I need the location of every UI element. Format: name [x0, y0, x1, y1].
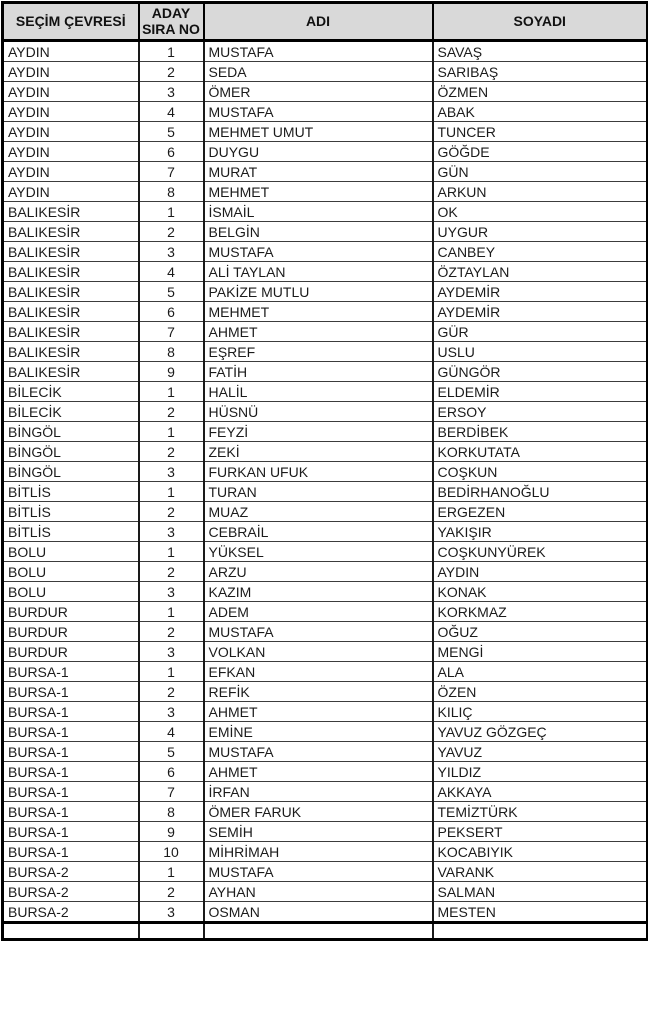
- table-row: [3, 162, 648, 182]
- table-row: [3, 802, 648, 822]
- cell-district: AYDIN: [3, 162, 139, 182]
- cell-first-name: REFİK: [204, 682, 433, 702]
- table-row: [3, 322, 648, 342]
- cell-order-no: 2: [139, 562, 204, 582]
- cell-surname: ARKUN: [433, 182, 648, 202]
- cell-first-name: ADEM: [204, 602, 433, 622]
- cell-district: AYDIN: [3, 122, 139, 142]
- cell-district: BİTLİS: [3, 502, 139, 522]
- table-header: [3, 3, 648, 41]
- table-row: [3, 282, 648, 302]
- table-row: [3, 242, 648, 262]
- cell-order-no: 1: [139, 602, 204, 622]
- cell-first-name: MUSTAFA: [204, 862, 433, 882]
- cell-first-name: [204, 923, 433, 940]
- table-row: [3, 562, 648, 582]
- table-row: [3, 482, 648, 502]
- cell-order-no: 8: [139, 802, 204, 822]
- cell-first-name: MİHRİMAH: [204, 842, 433, 862]
- cell-district: BOLU: [3, 582, 139, 602]
- cell-first-name: MUSTAFA: [204, 622, 433, 642]
- cell-surname: TEMİZTÜRK: [433, 802, 648, 822]
- table-row: [3, 302, 648, 322]
- cell-order-no: 10: [139, 842, 204, 862]
- cell-surname: KOCABIYIK: [433, 842, 648, 862]
- candidate-list-table: [1, 1, 648, 941]
- cell-surname: KONAK: [433, 582, 648, 602]
- cell-surname: TUNCER: [433, 122, 648, 142]
- table-body: [3, 41, 648, 940]
- cell-surname: ELDEMİR: [433, 382, 648, 402]
- cell-first-name: MUSTAFA: [204, 102, 433, 122]
- cell-order-no: 5: [139, 282, 204, 302]
- table-row: [3, 862, 648, 882]
- cell-order-no: [139, 923, 204, 940]
- partial-next-row: [3, 923, 648, 940]
- cell-first-name: ÖMER: [204, 82, 433, 102]
- cell-district: BURSA-1: [3, 662, 139, 682]
- cell-district: BURSA-1: [3, 702, 139, 722]
- cell-district: BURSA-1: [3, 822, 139, 842]
- table-row: [3, 202, 648, 222]
- table-row: [3, 402, 648, 422]
- cell-surname: YAVUZ: [433, 742, 648, 762]
- cell-first-name: AHMET: [204, 762, 433, 782]
- cell-first-name: ALİ TAYLAN: [204, 262, 433, 282]
- cell-first-name: YÜKSEL: [204, 542, 433, 562]
- cell-order-no: 7: [139, 162, 204, 182]
- cell-order-no: 3: [139, 82, 204, 102]
- table-row: [3, 41, 648, 62]
- cell-district: BALIKESİR: [3, 202, 139, 222]
- cell-first-name: VOLKAN: [204, 642, 433, 662]
- cell-first-name: EŞREF: [204, 342, 433, 362]
- cell-surname: AYDIN: [433, 562, 648, 582]
- cell-district: BİTLİS: [3, 522, 139, 542]
- cell-surname: YILDIZ: [433, 762, 648, 782]
- cell-district: BALIKESİR: [3, 262, 139, 282]
- cell-first-name: EFKAN: [204, 662, 433, 682]
- cell-district: AYDIN: [3, 102, 139, 122]
- table-row: [3, 362, 648, 382]
- column-header-district: SEÇİM ÇEVRESİ: [3, 3, 139, 41]
- cell-surname: ABAK: [433, 102, 648, 122]
- cell-order-no: 6: [139, 142, 204, 162]
- cell-district: BİNGÖL: [3, 422, 139, 442]
- cell-surname: [433, 923, 648, 940]
- table-row: [3, 782, 648, 802]
- cell-first-name: EMİNE: [204, 722, 433, 742]
- table-row: [3, 122, 648, 142]
- cell-order-no: 7: [139, 782, 204, 802]
- cell-district: BİNGÖL: [3, 442, 139, 462]
- cell-first-name: KAZIM: [204, 582, 433, 602]
- cell-district: BURSA-1: [3, 802, 139, 822]
- table-row: [3, 742, 648, 762]
- cell-surname: COŞKUNYÜREK: [433, 542, 648, 562]
- cell-order-no: 1: [139, 862, 204, 882]
- table-row: [3, 902, 648, 923]
- cell-order-no: 1: [139, 382, 204, 402]
- column-header-first-name: ADI: [204, 3, 433, 41]
- cell-district: BURSA-1: [3, 762, 139, 782]
- header-row: [3, 3, 648, 41]
- cell-surname: SALMAN: [433, 882, 648, 902]
- cell-order-no: 8: [139, 342, 204, 362]
- cell-order-no: 2: [139, 402, 204, 422]
- cell-order-no: 5: [139, 742, 204, 762]
- table-row: [3, 182, 648, 202]
- table-row: [3, 542, 648, 562]
- cell-surname: ERSOY: [433, 402, 648, 422]
- cell-surname: SAVAŞ: [433, 41, 648, 62]
- cell-order-no: 3: [139, 642, 204, 662]
- cell-surname: MENGİ: [433, 642, 648, 662]
- cell-first-name: İSMAİL: [204, 202, 433, 222]
- cell-district: AYDIN: [3, 62, 139, 82]
- cell-order-no: 9: [139, 362, 204, 382]
- cell-district: BİTLİS: [3, 482, 139, 502]
- cell-first-name: BELGİN: [204, 222, 433, 242]
- cell-order-no: 4: [139, 722, 204, 742]
- table-row: [3, 262, 648, 282]
- cell-order-no: 6: [139, 302, 204, 322]
- cell-first-name: AYHAN: [204, 882, 433, 902]
- cell-order-no: 6: [139, 762, 204, 782]
- cell-order-no: 1: [139, 542, 204, 562]
- table-row: [3, 622, 648, 642]
- cell-first-name: SEDA: [204, 62, 433, 82]
- cell-surname: GÜR: [433, 322, 648, 342]
- cell-district: BURSA-1: [3, 682, 139, 702]
- cell-order-no: 4: [139, 102, 204, 122]
- cell-surname: ÖZEN: [433, 682, 648, 702]
- cell-district: BALIKESİR: [3, 302, 139, 322]
- cell-surname: KORKMAZ: [433, 602, 648, 622]
- cell-district: BURDUR: [3, 602, 139, 622]
- cell-district: BİNGÖL: [3, 462, 139, 482]
- cell-first-name: TURAN: [204, 482, 433, 502]
- cell-order-no: 1: [139, 422, 204, 442]
- table-row: [3, 522, 648, 542]
- cell-order-no: 3: [139, 702, 204, 722]
- cell-surname: OK: [433, 202, 648, 222]
- column-header-order-no: ADAY SIRA NO: [139, 3, 204, 41]
- table-row: [3, 822, 648, 842]
- cell-order-no: 8: [139, 182, 204, 202]
- cell-surname: ALA: [433, 662, 648, 682]
- cell-surname: CANBEY: [433, 242, 648, 262]
- table-row: [3, 142, 648, 162]
- cell-order-no: 1: [139, 482, 204, 502]
- cell-surname: OĞUZ: [433, 622, 648, 642]
- table-row: [3, 342, 648, 362]
- cell-order-no: 2: [139, 882, 204, 902]
- table-row: [3, 842, 648, 862]
- cell-first-name: AHMET: [204, 322, 433, 342]
- cell-order-no: 3: [139, 582, 204, 602]
- cell-first-name: FURKAN UFUK: [204, 462, 433, 482]
- cell-order-no: 3: [139, 522, 204, 542]
- cell-district: BALIKESİR: [3, 322, 139, 342]
- table-row: [3, 222, 648, 242]
- cell-order-no: 3: [139, 902, 204, 923]
- table-row: [3, 382, 648, 402]
- cell-order-no: 9: [139, 822, 204, 842]
- cell-order-no: 1: [139, 41, 204, 62]
- cell-district: BALIKESİR: [3, 282, 139, 302]
- cell-order-no: 3: [139, 462, 204, 482]
- cell-district: BOLU: [3, 562, 139, 582]
- cell-order-no: 2: [139, 442, 204, 462]
- table-row: [3, 722, 648, 742]
- table-row: [3, 682, 648, 702]
- cell-surname: BEDİRHANOĞLU: [433, 482, 648, 502]
- cell-district: AYDIN: [3, 142, 139, 162]
- cell-order-no: 7: [139, 322, 204, 342]
- table-row: [3, 82, 648, 102]
- cell-district: BİLECİK: [3, 382, 139, 402]
- column-header-surname: SOYADI: [433, 3, 648, 41]
- cell-order-no: 2: [139, 62, 204, 82]
- cell-surname: USLU: [433, 342, 648, 362]
- cell-surname: AYDEMİR: [433, 302, 648, 322]
- cell-first-name: FATİH: [204, 362, 433, 382]
- table-row: [3, 702, 648, 722]
- cell-first-name: MEHMET: [204, 302, 433, 322]
- cell-district: AYDIN: [3, 41, 139, 62]
- cell-order-no: 2: [139, 502, 204, 522]
- cell-first-name: CEBRAİL: [204, 522, 433, 542]
- cell-first-name: MUSTAFA: [204, 41, 433, 62]
- cell-first-name: İRFAN: [204, 782, 433, 802]
- cell-first-name: MUSTAFA: [204, 742, 433, 762]
- cell-district: BURDUR: [3, 642, 139, 662]
- cell-surname: SARIBAŞ: [433, 62, 648, 82]
- cell-surname: GÜN: [433, 162, 648, 182]
- cell-order-no: 5: [139, 122, 204, 142]
- cell-district: BİLECİK: [3, 402, 139, 422]
- cell-district: BALIKESİR: [3, 342, 139, 362]
- cell-first-name: MUAZ: [204, 502, 433, 522]
- table-row: [3, 442, 648, 462]
- cell-district: BURSA-1: [3, 782, 139, 802]
- cell-surname: AKKAYA: [433, 782, 648, 802]
- cell-surname: UYGUR: [433, 222, 648, 242]
- table-row: [3, 462, 648, 482]
- cell-district: BOLU: [3, 542, 139, 562]
- cell-district: [3, 923, 139, 940]
- cell-order-no: 2: [139, 682, 204, 702]
- cell-first-name: HALİL: [204, 382, 433, 402]
- cell-district: BURSA-1: [3, 742, 139, 762]
- table-row: [3, 102, 648, 122]
- cell-first-name: SEMİH: [204, 822, 433, 842]
- table-row: [3, 502, 648, 522]
- cell-district: BALIKESİR: [3, 222, 139, 242]
- cell-order-no: 4: [139, 262, 204, 282]
- cell-first-name: AHMET: [204, 702, 433, 722]
- cell-surname: ÖZMEN: [433, 82, 648, 102]
- cell-first-name: ARZU: [204, 562, 433, 582]
- table-row: [3, 602, 648, 622]
- cell-district: BURSA-2: [3, 862, 139, 882]
- cell-order-no: 3: [139, 242, 204, 262]
- table-row: [3, 662, 648, 682]
- table-row: [3, 62, 648, 82]
- cell-first-name: MUSTAFA: [204, 242, 433, 262]
- cell-district: BALIKESİR: [3, 362, 139, 382]
- cell-surname: KILIÇ: [433, 702, 648, 722]
- cell-district: BALIKESİR: [3, 242, 139, 262]
- cell-district: BURSA-2: [3, 902, 139, 923]
- cell-first-name: ÖMER FARUK: [204, 802, 433, 822]
- table-row: [3, 882, 648, 902]
- cell-first-name: MEHMET: [204, 182, 433, 202]
- cell-first-name: OSMAN: [204, 902, 433, 923]
- cell-first-name: PAKİZE MUTLU: [204, 282, 433, 302]
- cell-surname: ERGEZEN: [433, 502, 648, 522]
- cell-surname: PEKSERT: [433, 822, 648, 842]
- cell-order-no: 1: [139, 662, 204, 682]
- cell-surname: COŞKUN: [433, 462, 648, 482]
- cell-district: BURDUR: [3, 622, 139, 642]
- cell-surname: MESTEN: [433, 902, 648, 923]
- cell-surname: KORKUTATA: [433, 442, 648, 462]
- table-row: [3, 582, 648, 602]
- cell-first-name: MURAT: [204, 162, 433, 182]
- cell-district: BURSA-1: [3, 722, 139, 742]
- cell-order-no: 2: [139, 622, 204, 642]
- table-row: [3, 762, 648, 782]
- cell-surname: ÖZTAYLAN: [433, 262, 648, 282]
- cell-first-name: DUYGU: [204, 142, 433, 162]
- cell-surname: BERDİBEK: [433, 422, 648, 442]
- table-row: [3, 642, 648, 662]
- cell-surname: AYDEMİR: [433, 282, 648, 302]
- cell-surname: YAVUZ GÖZGEÇ: [433, 722, 648, 742]
- cell-first-name: FEYZİ: [204, 422, 433, 442]
- cell-surname: YAKIŞIR: [433, 522, 648, 542]
- cell-district: AYDIN: [3, 82, 139, 102]
- table-row: [3, 422, 648, 442]
- cell-district: BURSA-2: [3, 882, 139, 902]
- cell-order-no: 1: [139, 202, 204, 222]
- cell-district: BURSA-1: [3, 842, 139, 862]
- cell-surname: GÜNGÖR: [433, 362, 648, 382]
- cell-order-no: 2: [139, 222, 204, 242]
- cell-surname: VARANK: [433, 862, 648, 882]
- cell-first-name: MEHMET UMUT: [204, 122, 433, 142]
- cell-district: AYDIN: [3, 182, 139, 202]
- cell-first-name: ZEKİ: [204, 442, 433, 462]
- cell-first-name: HÜSNÜ: [204, 402, 433, 422]
- cell-surname: GÖĞDE: [433, 142, 648, 162]
